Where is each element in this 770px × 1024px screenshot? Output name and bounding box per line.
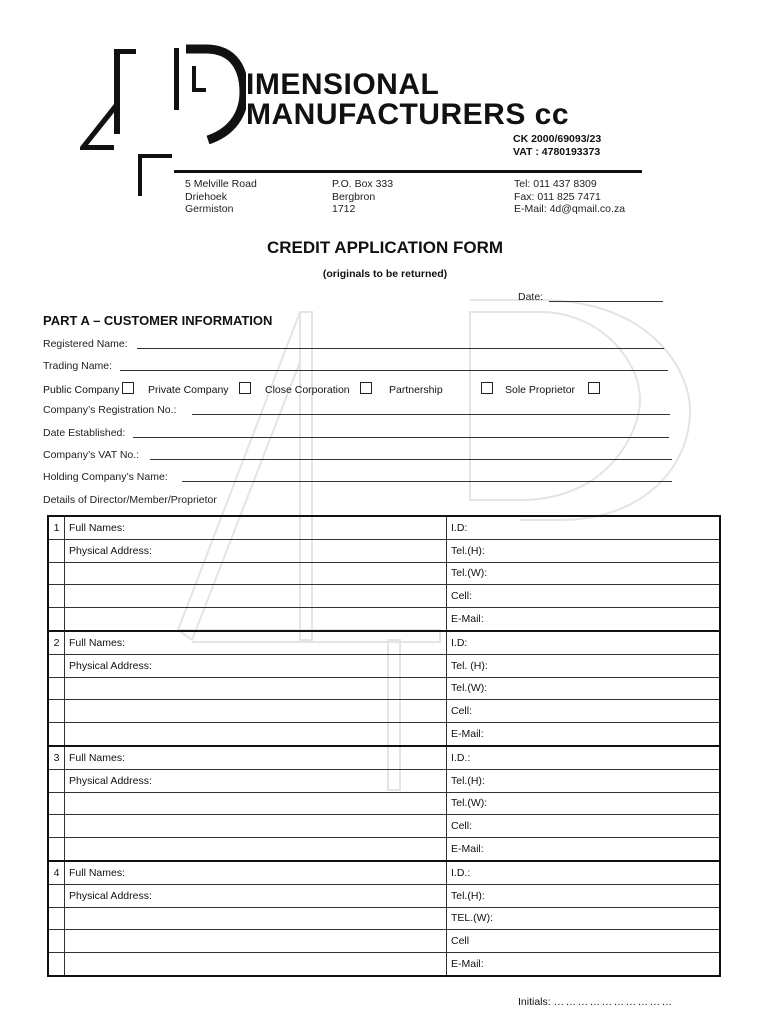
director-contact-field-id[interactable]: I.D.:: [447, 861, 721, 884]
table-row: [48, 677, 720, 700]
director-contact-field-cell[interactable]: Cell:: [447, 585, 721, 608]
initials-row: [518, 996, 674, 1008]
table-row: [48, 792, 720, 815]
postal-line: Bergbron: [332, 190, 376, 203]
address-line: 5 Melville Road: [185, 178, 257, 190]
holding-company-field[interactable]: [182, 481, 672, 482]
empty-cell: [65, 907, 447, 930]
table-row: [48, 907, 720, 930]
company-vat-number: VAT : 4780193373: [513, 146, 601, 158]
table-row: [48, 585, 720, 608]
option-label: Public Company: [43, 384, 120, 396]
empty-cell: [48, 953, 65, 976]
table-row: [48, 861, 720, 884]
director-number-num: 2: [48, 631, 65, 654]
option-label: Sole Proprietor: [505, 384, 576, 396]
director-contact-field-cell[interactable]: Cell:: [447, 815, 721, 838]
director-contact-field-cell[interactable]: Cell:: [447, 700, 721, 723]
registration-no-field[interactable]: [192, 414, 670, 415]
empty-cell: [65, 562, 447, 585]
director-contact-field-id[interactable]: I.D.:: [447, 746, 721, 769]
table-row: [48, 608, 720, 631]
director-contact-field-tel-w[interactable]: Tel.(W):: [447, 562, 721, 585]
table-row: [48, 654, 720, 677]
empty-cell: [48, 838, 65, 861]
director-contact-field-email[interactable]: E-Mail:: [447, 608, 721, 631]
director-field-full-names[interactable]: Full Names:: [65, 861, 447, 884]
empty-cell: [48, 792, 65, 815]
initials-field[interactable]: …………………………: [553, 996, 674, 1008]
table-row: [48, 838, 720, 861]
registration-no-label: Company’s Registration No.:: [43, 404, 177, 416]
initials-label: Initials:: [518, 996, 551, 1008]
empty-cell: [65, 608, 447, 631]
option-label: Close Corporation: [265, 384, 350, 396]
table-row: [48, 746, 720, 769]
empty-cell: [48, 677, 65, 700]
empty-cell: [48, 723, 65, 746]
sole-proprietor-checkbox[interactable]: [588, 382, 600, 394]
empty-cell: [48, 539, 65, 562]
company-logo-icon: [76, 44, 246, 200]
director-contact-field-cell[interactable]: Cell: [447, 930, 721, 953]
date-label: Date:: [518, 291, 544, 303]
details-label: Details of Director/Member/Proprietor: [43, 494, 217, 506]
option-label: Partnership: [389, 384, 443, 396]
trading-name-field[interactable]: [120, 370, 668, 371]
empty-cell: [48, 769, 65, 792]
company-ck-number: CK 2000/69093/23: [513, 133, 602, 145]
part-a-heading: PART A – CUSTOMER INFORMATION: [43, 313, 273, 328]
director-contact-field-tel-w[interactable]: Tel.(W):: [447, 677, 721, 700]
director-number-num: 3: [48, 746, 65, 769]
company-type-sole: [505, 382, 604, 396]
directors-table: [47, 515, 721, 977]
empty-cell: [48, 930, 65, 953]
table-row: [48, 631, 720, 654]
company-type-public: [43, 382, 138, 396]
company-name-line1: IMENSIONAL: [246, 68, 440, 101]
empty-cell: [65, 585, 447, 608]
table-row: [48, 700, 720, 723]
director-contact-field-tel-h[interactable]: Tel. (H):: [447, 654, 721, 677]
trading-name-label: Trading Name:: [43, 360, 113, 372]
form-title: CREDIT APPLICATION FORM: [266, 238, 504, 257]
contact-fax: Fax: 011 825 7471: [514, 190, 601, 203]
director-field-full-names[interactable]: Full Names:: [65, 631, 447, 654]
director-field-physical-address[interactable]: Physical Address:: [65, 654, 447, 677]
empty-cell: [65, 953, 447, 976]
table-row: [48, 562, 720, 585]
director-contact-field-email[interactable]: E-Mail:: [447, 723, 721, 746]
director-contact-field-tel-h[interactable]: Tel.(H):: [447, 769, 721, 792]
table-row: [48, 884, 720, 907]
empty-cell: [48, 815, 65, 838]
vat-no-field[interactable]: [150, 459, 672, 460]
empty-cell: [48, 654, 65, 677]
empty-cell: [48, 608, 65, 631]
contact-email: E-Mail: 4d@qmail.co.za: [514, 203, 626, 216]
director-contact-field-tel-h[interactable]: Tel.(H):: [447, 884, 721, 907]
director-contact-field-tel-h[interactable]: Tel.(H):: [447, 539, 721, 562]
registered-name-label: Registered Name:: [43, 338, 128, 350]
postal-address: [332, 178, 393, 216]
table-row: [48, 953, 720, 976]
empty-cell: [65, 838, 447, 861]
empty-cell: [65, 930, 447, 953]
street-address: [185, 178, 257, 216]
company-name-line2: MANUFACTURERS cc: [246, 98, 570, 131]
address-line: Driehoek: [185, 190, 228, 203]
empty-cell: [48, 884, 65, 907]
director-number-num: 1: [48, 516, 65, 539]
empty-cell: [48, 700, 65, 723]
empty-cell: [65, 723, 447, 746]
contact-details: [514, 178, 625, 216]
director-contact-field-tel-w[interactable]: TEL.(W):: [447, 907, 721, 930]
company-type-private: [148, 382, 255, 396]
empty-cell: [48, 562, 65, 585]
director-field-physical-address[interactable]: Physical Address:: [65, 539, 447, 562]
date-established-field[interactable]: [133, 437, 669, 438]
company-type-partnership: [389, 382, 497, 396]
director-field-physical-address[interactable]: Physical Address:: [65, 769, 447, 792]
public-company-checkbox[interactable]: [122, 382, 134, 394]
company-type-cc: [265, 382, 376, 396]
date-established-label: Date Established:: [43, 427, 126, 439]
table-row: [48, 930, 720, 953]
empty-cell: [48, 907, 65, 930]
director-field-physical-address[interactable]: Physical Address:: [65, 884, 447, 907]
postal-line: P.O. Box 333: [332, 178, 394, 190]
table-row: [48, 516, 720, 539]
close-corporation-checkbox[interactable]: [360, 382, 372, 394]
partnership-checkbox[interactable]: [481, 382, 493, 394]
empty-cell: [65, 700, 447, 723]
director-field-full-names[interactable]: Full Names:: [65, 746, 447, 769]
director-field-full-names[interactable]: Full Names:: [65, 516, 447, 539]
registered-name-field[interactable]: [137, 348, 664, 349]
director-contact-field-id[interactable]: I.D:: [447, 631, 721, 654]
director-contact-field-email[interactable]: E-Mail:: [447, 838, 721, 861]
vat-no-label: Company’s VAT No.:: [43, 449, 140, 461]
form-subtitle: (originals to be returned): [322, 268, 448, 280]
address-line: Germiston: [185, 203, 234, 216]
table-row: [48, 539, 720, 562]
table-row: [48, 769, 720, 792]
table-row: [48, 723, 720, 746]
private-company-checkbox[interactable]: [239, 382, 251, 394]
empty-cell: [48, 585, 65, 608]
option-label: Private Company: [148, 384, 229, 396]
holding-company-label: Holding Company’s Name:: [43, 471, 168, 483]
header-divider: [174, 170, 642, 173]
director-contact-field-email[interactable]: E-Mail:: [447, 953, 721, 976]
contact-tel: Tel: 011 437 8309: [514, 178, 597, 190]
director-contact-field-id[interactable]: I.D:: [447, 516, 721, 539]
empty-cell: [65, 815, 447, 838]
table-row: [48, 815, 720, 838]
director-contact-field-tel-w[interactable]: Tel.(W):: [447, 792, 721, 815]
empty-cell: [65, 792, 447, 815]
director-number-num: 4: [48, 861, 65, 884]
date-field[interactable]: [549, 301, 663, 302]
postal-line: 1712: [332, 203, 356, 216]
empty-cell: [65, 677, 447, 700]
